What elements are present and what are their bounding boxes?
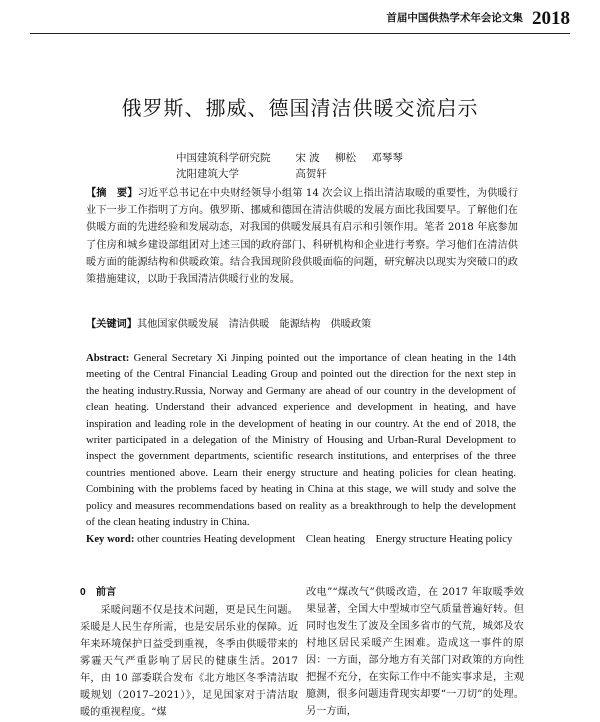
running-header <box>386 8 570 30</box>
body-column-right <box>306 584 524 720</box>
section-heading: 0 前言 <box>80 587 117 598</box>
keywords-text: 其他国家供暖发展 清洁供暖 能源结构 供暖政策 <box>136 319 372 330</box>
abstract-label-en: Abstract: <box>86 352 130 364</box>
chinese-abstract <box>86 185 518 288</box>
author-row <box>176 150 415 166</box>
conference-name: 首届中国供热学术年会论文集 <box>386 12 523 24</box>
abstract-label: 【摘 要】 <box>86 187 138 199</box>
author-block <box>176 150 415 182</box>
conference-year: 2018 <box>532 8 570 29</box>
keywords-label: 【关键词】 <box>86 318 137 330</box>
keywords-label-en: Key word: <box>86 533 135 545</box>
header-rule <box>30 33 570 34</box>
paper-title: 俄罗斯、挪威、德国清洁供暖交流启示 <box>121 96 479 120</box>
author-name: 邓琴琴 <box>371 152 403 164</box>
body-paragraph: 改电”“煤改气”供暖改造，在 2017 年取暖季效果显著，全国大中型城市空气质量普遍好转。但同时也发生了波及全国多省市的气荒，城郊及农村地区居民采暖产生困难。造成这一事件的原因：一方面，部分地方有关部门对政策的方向性把握不充分，在实际工作中不能实事求是，主观臆测，很多问题违背现实却要“一刀切”的处理。另一方面， <box>306 587 524 717</box>
english-abstract <box>86 350 516 530</box>
english-keywords <box>86 531 518 547</box>
abstract-text-en: General Secretary Xi Jinping pointed out the importance of clean heating in the 14th meeting of the Central Financial Leading Group and pointed out the direction for the next step in the heating industry.Russia, Norway and Germany are ahead of our country in the development of clean heating. Understand their advanced experience and development in heating, and have inspiration and leading role in the development of heating in our country. At the end of 2018, the writer participated in a delegation of the Ministry of Housing and Urban-Rural Development to inspect the government departments, scientific research institutions, and enterprises of the three countries mentioned above. Learn their energy structure and heating policies for clean heating. Combining with the problems faced by heating in China at this stage, we will study and solve the policy and measures recommendations based on reality as a breakthrough to help the development of the clean heating industry in China. <box>86 352 517 529</box>
abstract-text: 习近平总书记在中央财经领导小组第 14 次会议上指出清洁取暖的重要性，为供暖行业下一步工作指明了方向。俄罗斯、挪威和德国在清洁供暖的发展方面比我国要早。了解他们在供暖方面的先进经验和发展动态，对我国的供暖发展具有启示和引领作用。笔者 2018 年底参加了住房和城乡建设部组团对上述三国的政府部门、科研机构和企业进行考察。学习他们在清洁供暖方面的能源结构和供暖政策。结合我国现阶段供暖面临的问题，研究解决以现实为突破口的政策措施建议，以助于我国清洁供暖行业的发展。 <box>86 188 519 286</box>
body-column-left <box>80 584 298 721</box>
author-row <box>176 166 415 182</box>
author-name: 柳松 <box>335 152 357 164</box>
author-names <box>295 152 415 164</box>
affiliation: 沈阳建筑大学 <box>176 168 239 180</box>
affiliation: 中国建筑科学研究院 <box>176 152 271 164</box>
body-paragraph: 采暖问题不仅是技术问题，更是民生问题。采暖是人民生存所需，也是安居乐业的保障。近年来环境保护日益受到重视，冬季由供暖带来的雾霾天气严重影响了居民的健康生活。2017 年，由 10 部委联合发布《北方地区冬季清洁取暖规划（2017–2021）》，足见国家对于清洁取暖的重视程度。“煤 <box>80 605 298 718</box>
author-name: 宋 波 <box>295 152 320 164</box>
keywords-text-en: other countries Heating development Clean heating Energy structure Heating policy <box>137 533 513 545</box>
author-name: 高贺轩 <box>295 168 327 180</box>
author-names <box>295 168 339 180</box>
chinese-keywords <box>86 315 518 330</box>
